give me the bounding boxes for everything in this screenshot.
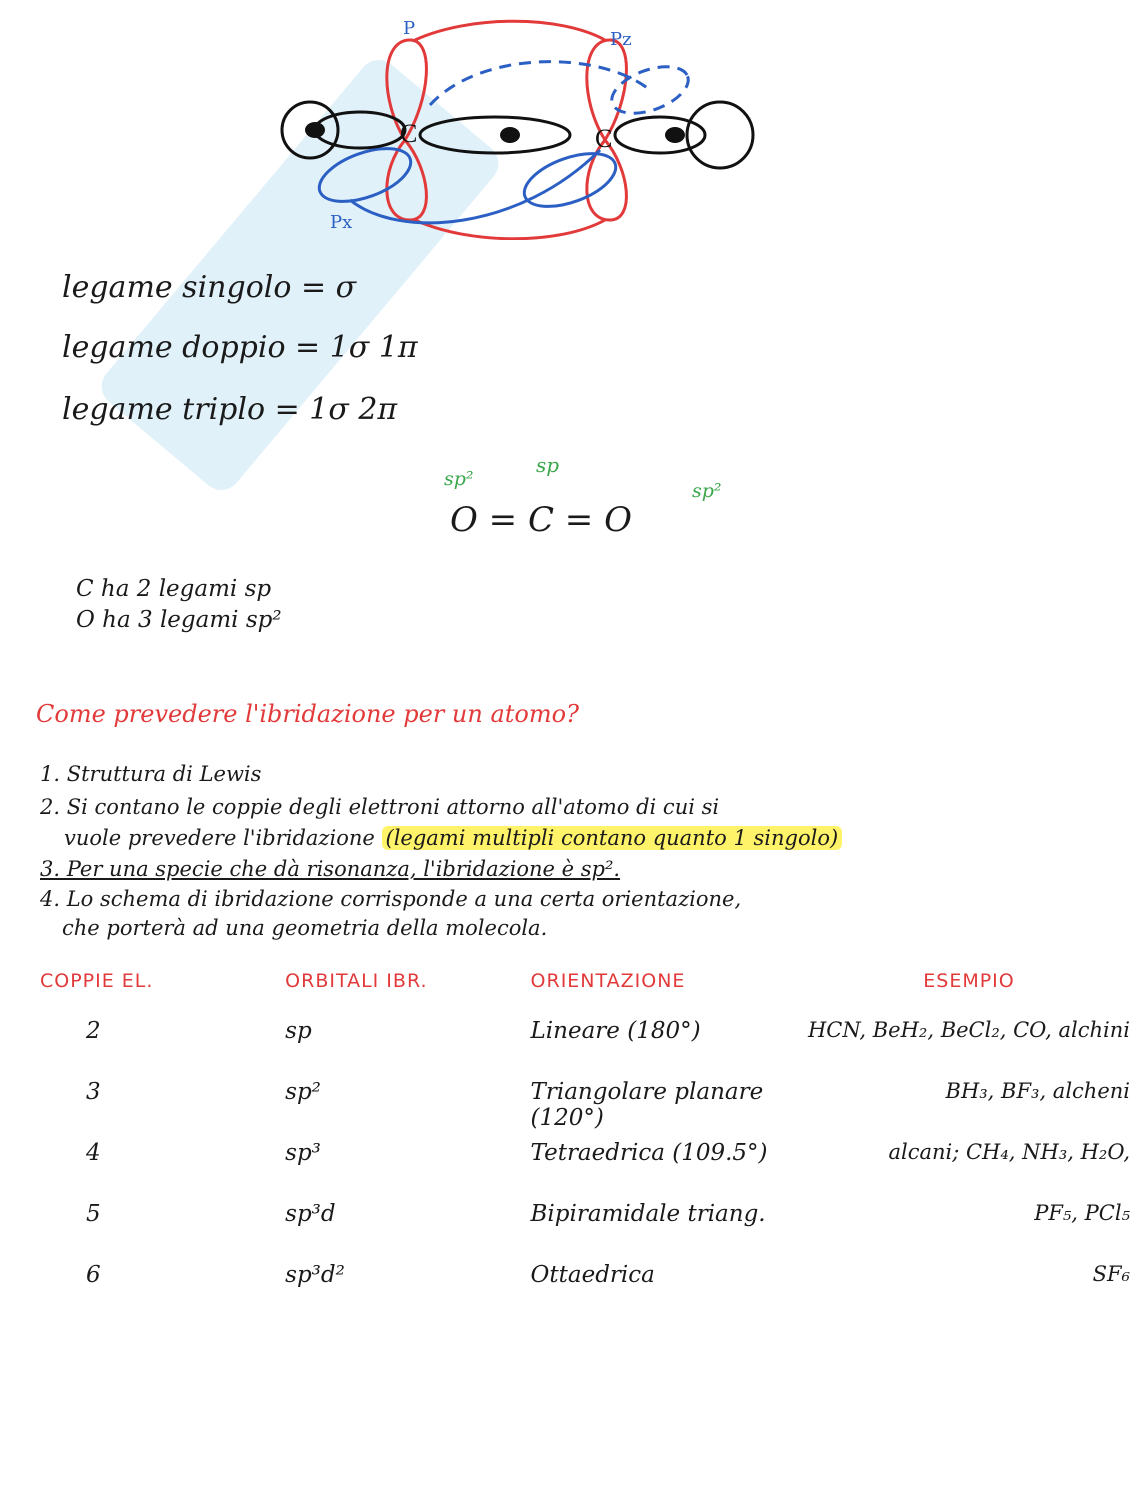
step-2: 2. Si contano le coppie degli elettroni attorno all'atomo di cui si <box>40 795 720 819</box>
step-1: 1. Struttura di Lewis <box>40 762 262 786</box>
cell-pairs: 4 <box>86 1140 101 1166</box>
table-row <box>40 1262 1130 1323</box>
header-example: ESEMPIO <box>923 970 1015 992</box>
molecule-formula: O = C = O <box>450 500 632 540</box>
cell-orientation: Tetraedrica (109.5°) <box>530 1140 768 1166</box>
cell-example: HCN, BeH₂, BeCl₂, CO, alchini <box>807 1018 1130 1042</box>
cell-example: alcani; CH₄, NH₃, H₂O, <box>888 1140 1130 1164</box>
header-orbitals: ORBITALI IBR. <box>285 970 428 992</box>
label-p: P <box>403 18 416 39</box>
note-c: C ha 2 legami sp <box>76 576 272 602</box>
step-2-highlight: (legami multipli contano quanto 1 singolo) <box>382 826 843 850</box>
label-pz: Pz <box>610 29 632 50</box>
bond-double: legame doppio = 1σ 1π <box>62 330 418 365</box>
cell-orientation: Lineare (180°) <box>530 1018 701 1044</box>
header-orientation: ORIENTAZIONE <box>530 970 686 992</box>
cell-orientation: Bipiramidale triang. <box>530 1201 766 1227</box>
table-header-row <box>40 970 1130 1018</box>
label-sp-center: sp <box>536 453 560 477</box>
cell-example: PF₅, PCl₅ <box>1034 1201 1130 1225</box>
cell-orbital: sp³ <box>285 1140 321 1166</box>
header-pairs: COPPIE EL. <box>40 970 154 992</box>
hybridization-table <box>40 970 1130 1323</box>
cell-orbital: sp² <box>285 1079 321 1105</box>
step-4: 4. Lo schema di ibridazione corrisponde a una certa orientazione, <box>40 887 742 911</box>
cell-orbital: sp <box>285 1018 312 1044</box>
step-2-cont <box>64 826 842 850</box>
orbital-diagram <box>270 10 770 240</box>
cell-pairs: 6 <box>86 1262 101 1288</box>
cell-example: SF₆ <box>1092 1262 1130 1286</box>
cell-orbital: sp³d² <box>285 1262 345 1288</box>
cell-example: BH₃, BF₃, alcheni <box>945 1079 1130 1103</box>
label-sp2-right: sp² <box>692 480 722 502</box>
table-row <box>40 1140 1130 1201</box>
cell-orbital: sp³d <box>285 1201 336 1227</box>
note-o: O ha 3 legami sp² <box>76 607 282 633</box>
step-2-text: vuole prevedere l'ibridazione <box>64 826 375 850</box>
bond-single: legame singolo = σ <box>62 270 357 305</box>
label-sp2-left: sp² <box>444 468 474 490</box>
table-row <box>40 1018 1130 1079</box>
cell-pairs: 5 <box>86 1201 101 1227</box>
svg-text:C: C <box>595 124 613 153</box>
bond-triple: legame triplo = 1σ 2π <box>62 392 398 427</box>
section-question: Come prevedere l'ibridazione per un atomo? <box>36 700 579 728</box>
table-row <box>40 1201 1130 1262</box>
cell-orientation: Triangolare planare (120°) <box>530 1079 764 1131</box>
svg-text:C: C <box>400 119 418 148</box>
cell-orientation: Ottaedrica <box>530 1262 655 1288</box>
label-px: Px <box>330 212 353 233</box>
step-4-cont: che porterà ad una geometria della molecola. <box>62 916 548 940</box>
cell-pairs: 2 <box>86 1018 101 1044</box>
table-row <box>40 1079 1130 1140</box>
step-3: 3. Per una specie che dà risonanza, l'ibridazione è sp². <box>40 857 621 881</box>
cell-pairs: 3 <box>86 1079 101 1105</box>
